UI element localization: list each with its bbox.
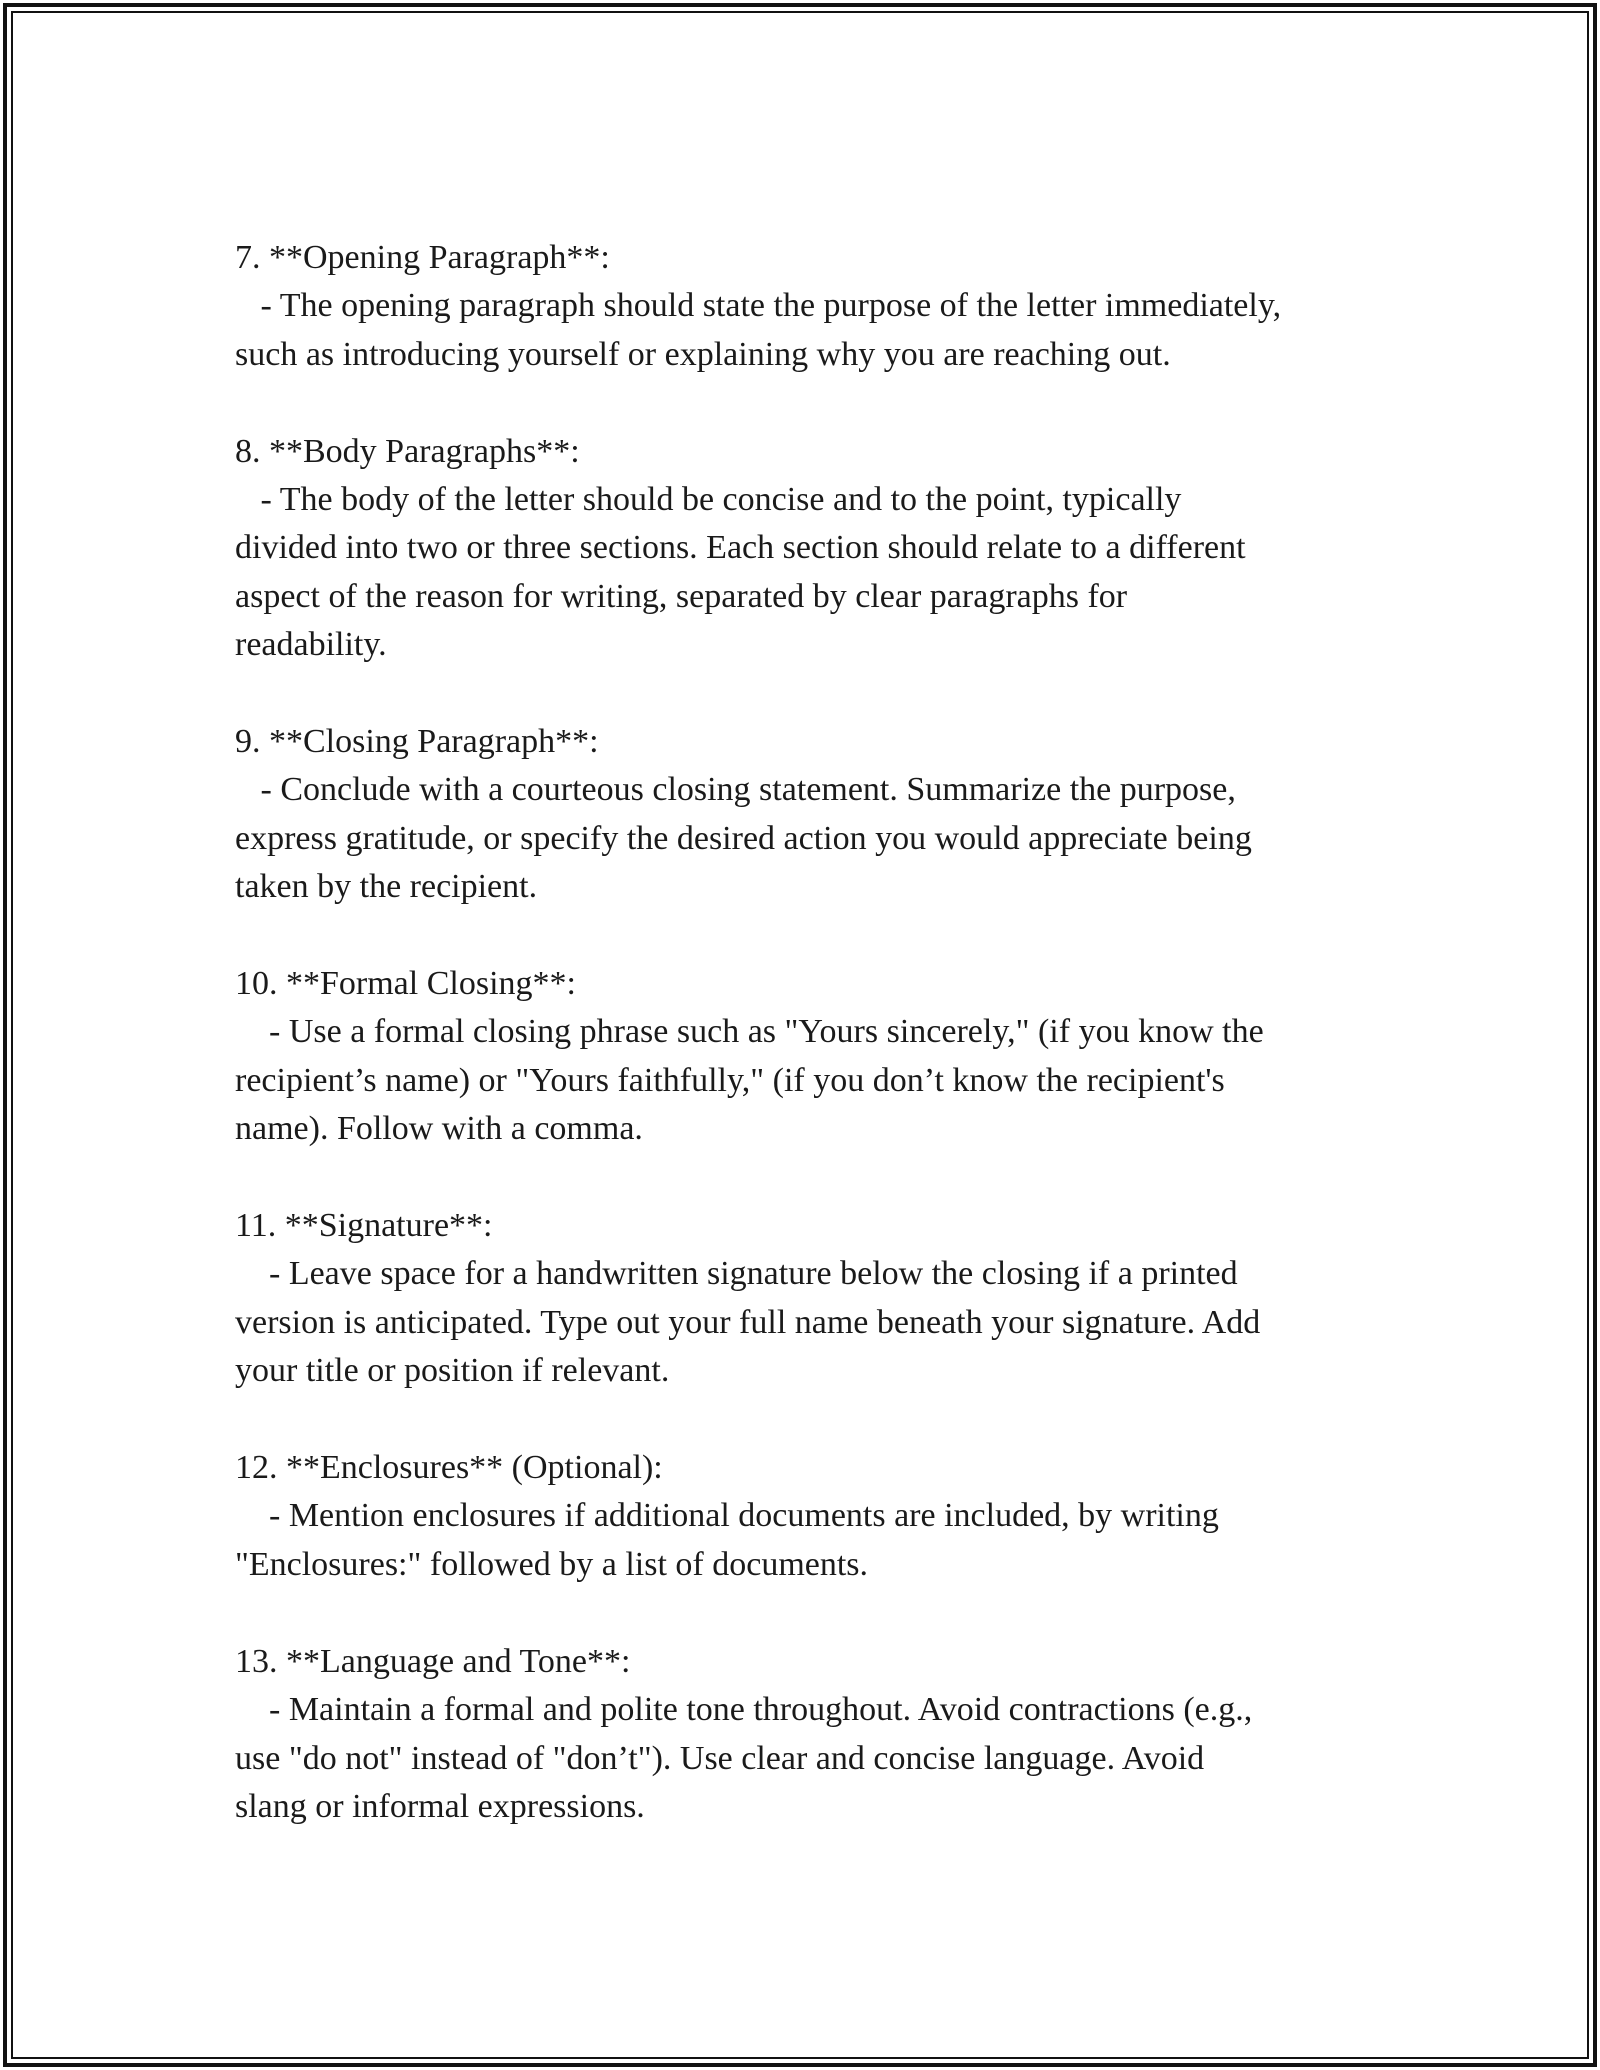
section-text: - Leave space for a handwritten signature below the closing if a printed version is anticipated. Type out your full name beneath your signature. Add your title or position if relevant. xyxy=(235,1255,1261,1390)
section-closing-paragraph xyxy=(235,718,1385,912)
section-text: - The body of the letter should be concise and to the point, typically divided into two or three sections. Each section should relate to a different aspect of the reason for writing, separated by clear paragraphs for readability. xyxy=(235,481,1246,664)
section-text: - Maintain a formal and polite tone throughout. Avoid contractions (e.g., use "do not" instead of "don’t"). Use clear and concise language. Avoid slang or informal expressions. xyxy=(235,1691,1253,1825)
section-heading: 10. **Formal Closing**: xyxy=(235,965,576,1003)
section-heading: 11. **Signature**: xyxy=(235,1207,493,1245)
section-heading: 12. **Enclosures** (Optional): xyxy=(235,1449,663,1487)
section-enclosures xyxy=(235,1444,1385,1589)
section-text: - Mention enclosures if additional documents are included, by writing "Enclosures:" followed by a list of documents. xyxy=(235,1497,1219,1583)
document-body xyxy=(235,234,1385,1880)
section-language-and-tone xyxy=(235,1638,1385,1832)
section-heading: 9. **Closing Paragraph**: xyxy=(235,723,599,761)
section-body-paragraphs xyxy=(235,428,1385,670)
section-heading: 13. **Language and Tone**: xyxy=(235,1642,631,1680)
section-text: - Conclude with a courteous closing statement. Summarize the purpose, express gratitude, or specify the desired action you would appreciate being taken by the recipient. xyxy=(235,771,1252,906)
section-text: - The opening paragraph should state the purpose of the letter immediately, such as introducing yourself or explaining why you are reaching out. xyxy=(235,287,1282,373)
section-opening-paragraph xyxy=(235,234,1385,379)
section-heading: 7. **Opening Paragraph**: xyxy=(235,239,610,276)
section-formal-closing xyxy=(235,960,1385,1154)
section-text: - Use a formal closing phrase such as "Yours sincerely," (if you know the recipient’s name) or "Yours faithfully," (if you don’t know the recipient's name). Follow with a comma. xyxy=(235,1013,1264,1148)
section-signature xyxy=(235,1202,1385,1396)
section-heading: 8. **Body Paragraphs**: xyxy=(235,432,580,470)
